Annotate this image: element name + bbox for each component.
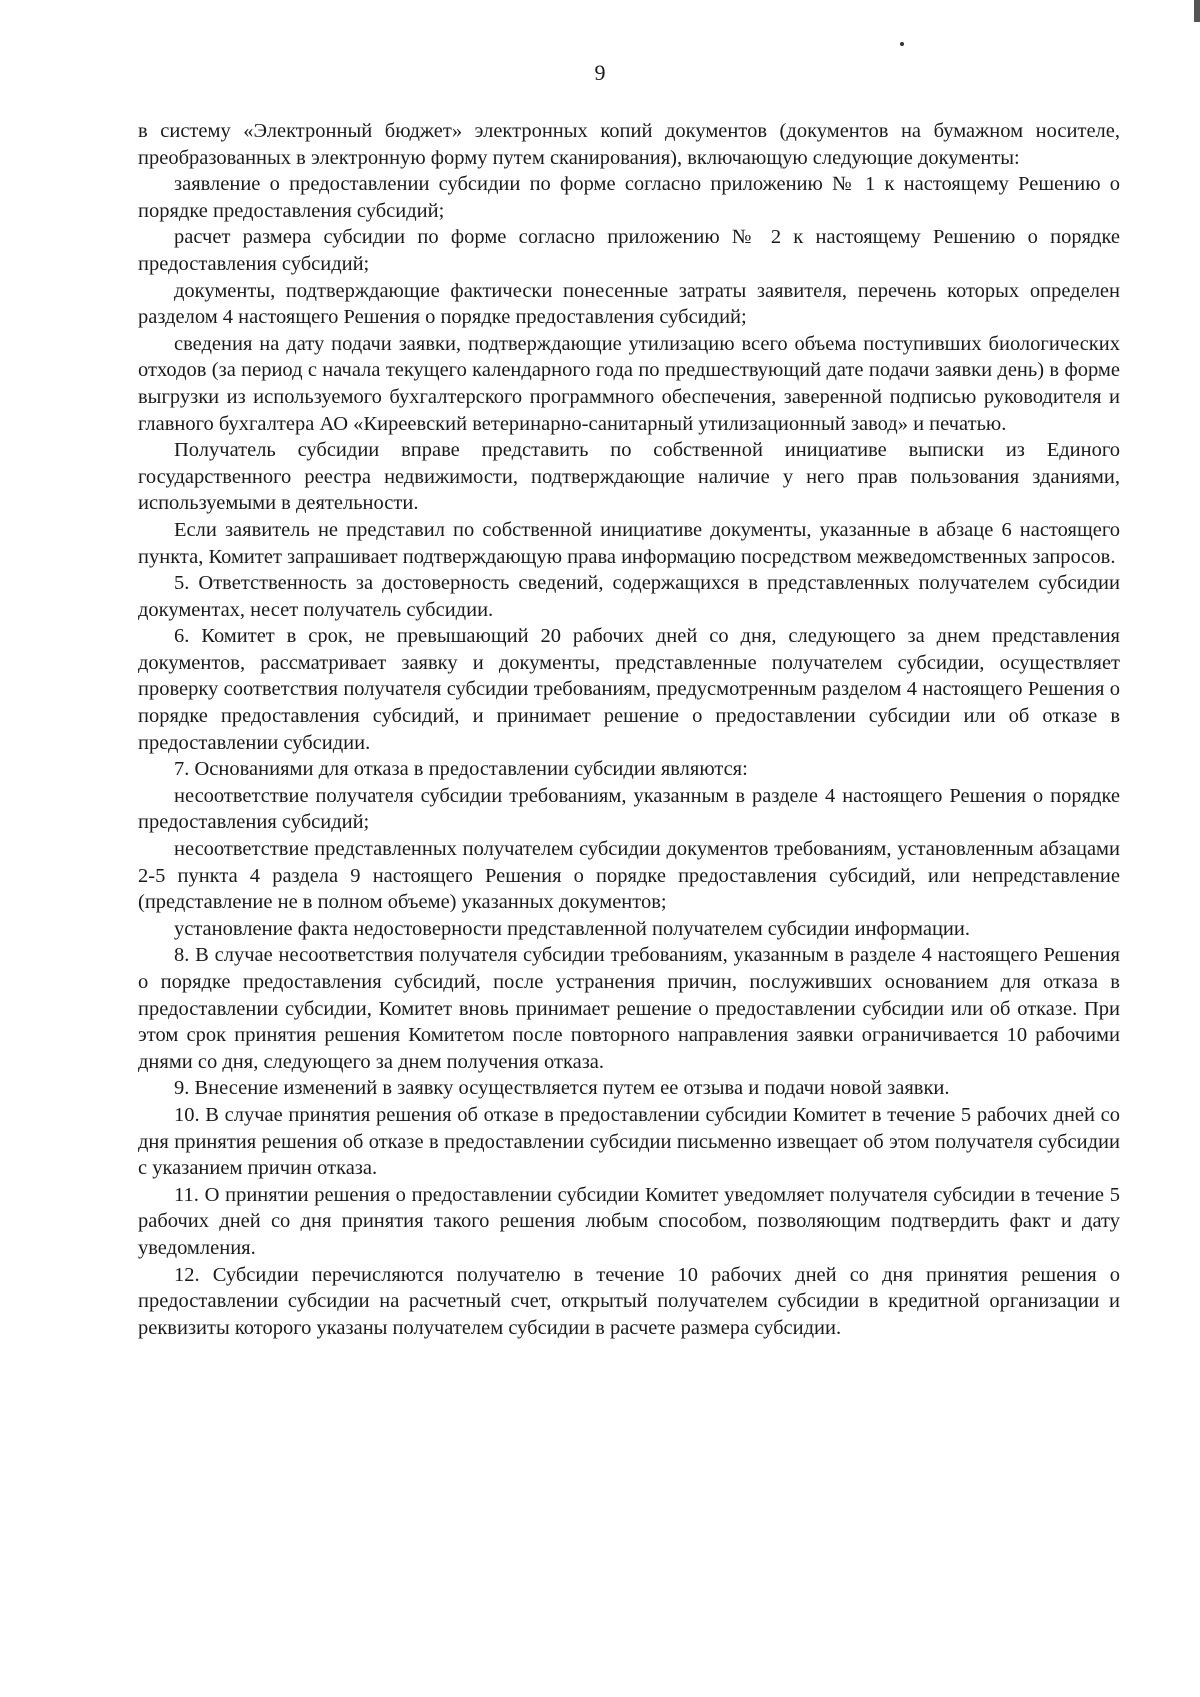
paragraph: Если заявитель не представил по собственной инициативе документы, указанные в абзаце 6 настоящего пункта, Комитет запрашивает подтверждающую права информацию посредством межведомственных запросов. — [138, 518, 1120, 568]
paragraph: 10. В случае принятия решения об отказе в предоставлении субсидии Комитет в течение 5 рабочих дней со дня принятия решения об отказе в предоставлении субсидии письменно извещает об этом получателя субсидии с указанием причин отказа. — [138, 1103, 1120, 1180]
paragraph: несоответствие представленных получателем субсидии документов требованиям, установленным абзацами 2-5 пункта 4 раздела 9 настоящего Решения о порядке предоставления субсидий, или непредставление (представление не в полном объеме) указанных документов; — [138, 838, 1120, 914]
paragraph: расчет размера субсидии по форме согласно приложению № 2 к настоящему Решению о порядке предоставления субсидий; — [138, 226, 1120, 275]
paragraph: сведения на дату подачи заявки, подтверждающие утилизацию всего объема поступивших биологических отходов (за период с начала текущего календарного года по предшествующий дате подачи заявки день) в форме выгрузки из используемого бухгалтерского программного обеспечения, заверенной подписью руководителя и главного бухгалтера АО «Киреевский ветеринарно-санитарный утилизационный завод» и печатью. — [138, 332, 1120, 435]
document-body — [138, 118, 1120, 1341]
paragraph: 7. Основаниями для отказа в предоставлении субсидии являются: — [174, 758, 748, 781]
scan-speck — [900, 42, 904, 46]
scan-edge-mark — [1194, 0, 1200, 22]
paragraph: установление факта недостоверности представленной получателем субсидии информации. — [174, 917, 970, 940]
paragraph: 5. Ответственность за достоверность сведений, содержащихся в представленных получателем субсидии документах, несет получатель субсидии. — [138, 572, 1120, 621]
paragraph: несоответствие получателя субсидии требованиям, указанным в разделе 4 настоящего Решения о порядке предоставления субсидий; — [138, 784, 1120, 834]
paragraph: 8. В случае несоответствия получателя субсидии требованиям, указанным в разделе 4 настоящего Решения о порядке предоставления субсидий, после устранения причин, послуживших основанием для отказа в предоставлении субсидии, Комитет вновь принимает решение о предоставлении субсидии или об отказе. При этом срок принятия решения Комитетом после повторного направления заявки ограничивается 10 рабочими днями со дня, следующего за днем получения отказа. — [138, 944, 1120, 1073]
paragraph: 12. Субсидии перечисляются получателю в течение 10 рабочих дней со дня принятия решения о предоставлении субсидии на расчетный счет, открытый получателем субсидии в кредитной организации и реквизиты которого указаны получателем субсидии в расчете размера субсидии. — [138, 1263, 1120, 1339]
paragraph: заявление о предоставлении субсидии по форме согласно приложению № 1 к настоящему Решению о порядке предоставления субсидий; — [138, 173, 1120, 222]
paragraph: в систему «Электронный бюджет» электронных копий документов (документов на бумажном носителе, преобразованных в электронную форму путем сканирования), включающую следующие документы: — [138, 120, 1120, 169]
page-number: 9 — [594, 60, 606, 85]
paragraph: 6. Комитет в срок, не превышающий 20 рабочих дней со дня, следующего за днем представления документов, рассматривает заявку и документы, представленные получателем субсидии, осуществляет проверку соответствия получателя субсидии требованиям, предусмотренным разделом 4 настоящего Решения о порядке предоставления субсидий, и принимает решение о предоставлении субсидии или об отказе в предоставлении субсидии. — [138, 625, 1120, 754]
paragraph: документы, подтверждающие фактически понесенные затраты заявителя, перечень которых определен разделом 4 настоящего Решения о порядке предоставления субсидий; — [138, 279, 1120, 329]
paragraph: Получатель субсидии вправе представить по собственной инициативе выписки из Единого государственного реестра недвижимости, подтверждающие наличие у него прав пользования зданиями, используемыми в деятельности. — [138, 439, 1120, 515]
paragraph: 11. О принятии решения о предоставлении субсидии Комитет уведомляет получателя субсидии в течение 5 рабочих дней со дня принятия такого решения любым способом, позволяющим подтвердить факт и дату уведомления. — [138, 1183, 1120, 1259]
paragraph: 9. Внесение изменений в заявку осуществляется путем ее отзыва и подачи новой заявки. — [174, 1077, 950, 1100]
